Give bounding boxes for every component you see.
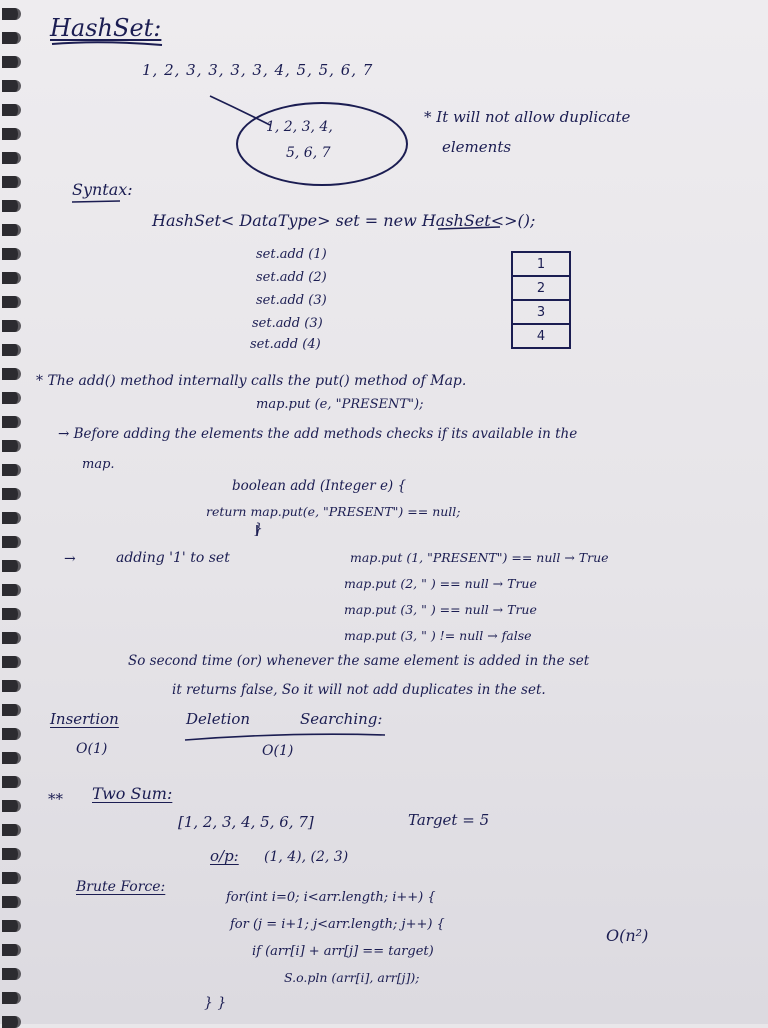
set-boxes	[511, 251, 571, 349]
adding-row-2: map.put (2, " ) == null → True	[344, 576, 537, 591]
add-call-5: set.add (4)	[250, 337, 321, 352]
searching-label: Searching:	[300, 710, 383, 728]
brute-force-complexity: O(n²)	[606, 926, 649, 945]
conclusion-line2: it returns false, So it will not add duplicates in the set.	[172, 682, 546, 698]
code-close-brace: }	[254, 521, 263, 537]
twosum-target: Target = 5	[408, 811, 490, 829]
explain-map-put: map.put (e, "PRESENT");	[256, 397, 424, 412]
deletion-label: Deletion	[186, 710, 251, 728]
code-closing-braces: } }	[204, 995, 227, 1011]
code-outer-loop: for(int i=0; i<arr.length; i++) {	[226, 890, 436, 905]
code-boolean-add: boolean add (Integer e) {	[232, 478, 407, 494]
conclusion-line1: So second time (or) whenever the same element is added in the set	[128, 653, 590, 669]
code-print: S.o.pln (arr[i], arr[j]);	[284, 970, 420, 985]
no-duplicates-note-line1: * It will not allow duplicate	[424, 108, 631, 126]
deletion-complexity: O(1)	[262, 743, 294, 759]
output-label: o/p:	[210, 847, 239, 865]
adding-row-1: map.put (1, "PRESENT") == null → True	[350, 550, 609, 565]
set-box: 2	[513, 277, 569, 301]
set-elements-line1: 1, 2, 3, 4,	[266, 119, 333, 135]
syntax-declaration: HashSet< DataType> set = new HashSet<>();	[152, 211, 536, 230]
page-title: HashSet:	[50, 14, 162, 42]
adding-row-3: map.put (3, " ) == null → True	[344, 602, 537, 617]
twosum-stars: **	[48, 790, 63, 808]
set-oval	[236, 102, 408, 186]
add-call-2: set.add (2)	[256, 270, 327, 285]
adding-row-4: map.put (3, " ) != null → false	[344, 628, 532, 643]
set-box: 3	[513, 301, 569, 325]
set-elements-line2: 5, 6, 7	[286, 145, 331, 161]
number-sequence: 1, 2, 3, 3, 3, 3, 4, 5, 5, 6, 7	[142, 61, 374, 79]
output-value: (1, 4), (2, 3)	[264, 849, 349, 865]
brute-force-label: Brute Force:	[76, 879, 166, 895]
explain-line1: * The add() method internally calls the put() method of Map.	[36, 373, 467, 389]
add-call-3: set.add (3)	[256, 293, 327, 308]
code-inner-loop: for (j = i+1; j<arr.length; j++) {	[230, 917, 445, 932]
syntax-label: Syntax:	[72, 180, 133, 199]
set-box: 4	[536, 328, 546, 344]
insertion-label: Insertion	[50, 710, 119, 728]
twosum-array: [1, 2, 3, 4, 5, 6, 7]	[178, 813, 314, 831]
code-if: if (arr[i] + arr[j] == target)	[252, 944, 434, 959]
insertion-complexity: O(1)	[76, 741, 108, 757]
add-call-1: set.add (1)	[256, 247, 327, 262]
no-duplicates-note-line2: elements	[442, 138, 512, 156]
adding-label: adding '1' to set	[116, 550, 230, 566]
explain-line3: → Before adding the elements the add methods checks if its available in the	[58, 426, 578, 442]
add-call-4: set.add (3)	[252, 316, 323, 331]
twosum-title: Two Sum:	[92, 784, 173, 803]
adding-arrow: →	[64, 551, 76, 567]
code-return: return map.put(e, "PRESENT") == null;	[206, 504, 461, 519]
set-box: 1	[513, 253, 569, 277]
explain-line4: map.	[82, 457, 115, 472]
